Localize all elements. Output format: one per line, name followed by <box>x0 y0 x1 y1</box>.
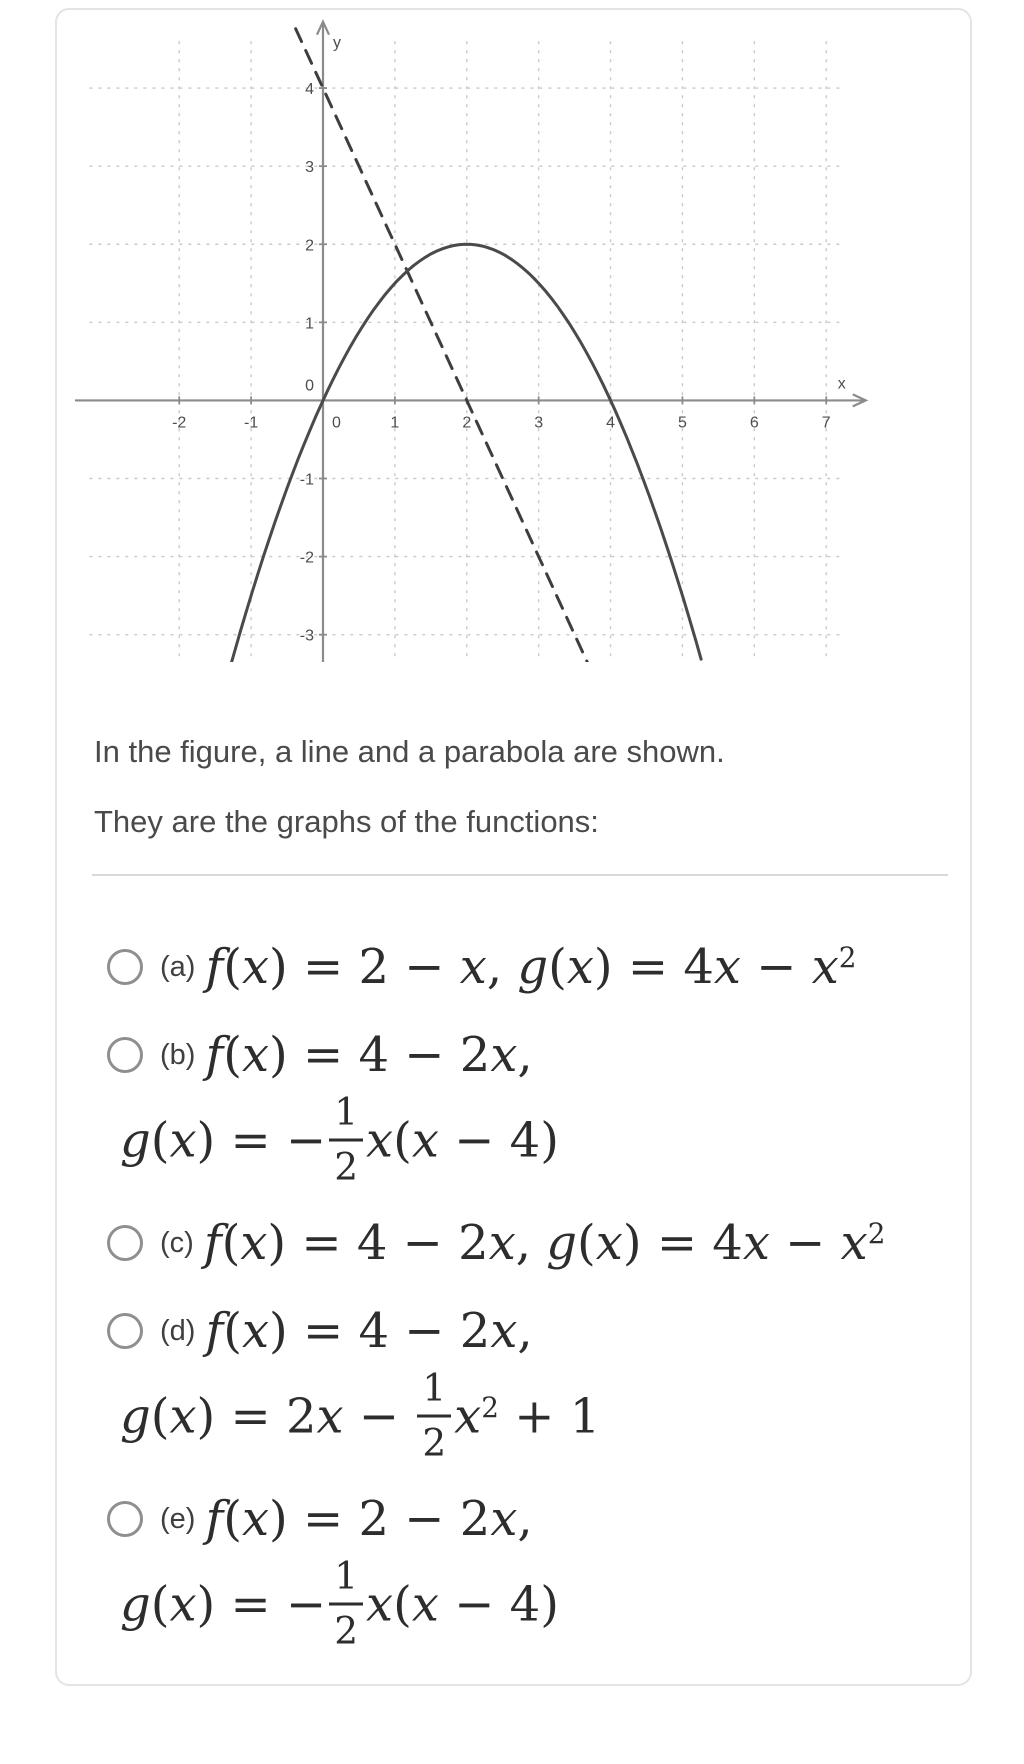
svg-text:-2: -2 <box>299 549 314 567</box>
svg-text:4: 4 <box>305 81 314 99</box>
option-formula-d-g: g(x) = 2x − $\frac{1}{2}$ $x^2 + 1$ <box>120 1365 601 1465</box>
option-formula-b-line2 <box>57 1089 970 1196</box>
svg-text:5: 5 <box>677 414 687 432</box>
option-row-a <box>57 930 970 1004</box>
option-row-b <box>57 1018 970 1092</box>
radio-option-a[interactable] <box>107 949 143 985</box>
radio-option-b[interactable] <box>107 1037 143 1073</box>
option-formula-d-line2 <box>57 1365 970 1472</box>
question-text-block <box>94 734 970 840</box>
svg-text:2: 2 <box>462 414 472 432</box>
question-line-2: They are the graphs of the functions: <box>94 804 599 839</box>
question-line-1: In the figure, a line and a parabola are shown. <box>94 734 725 769</box>
svg-text:-1: -1 <box>243 414 259 432</box>
option-label-a: (a) <box>160 950 196 983</box>
option-formula-e: f(x) = 2 − 2x, <box>205 1490 533 1547</box>
svg-text:7: 7 <box>821 414 831 432</box>
option-row-d <box>57 1294 970 1368</box>
option-label-b: (b) <box>160 1038 196 1071</box>
svg-text:4: 4 <box>606 414 616 432</box>
svg-text:-3: -3 <box>299 627 314 645</box>
option-label-e: (e) <box>160 1502 196 1535</box>
svg-text:0: 0 <box>305 377 314 395</box>
svg-text:1: 1 <box>390 414 400 432</box>
radio-option-d[interactable] <box>107 1313 143 1349</box>
option-row-c <box>57 1206 970 1280</box>
svg-text:3: 3 <box>534 414 544 432</box>
radio-option-e[interactable] <box>107 1501 143 1537</box>
question-card <box>55 8 972 1686</box>
radio-option-c[interactable] <box>107 1225 143 1261</box>
svg-text:3: 3 <box>305 159 314 177</box>
svg-text:0: 0 <box>331 414 341 432</box>
graph-figure <box>57 10 970 662</box>
function-graph <box>57 10 970 662</box>
divider <box>92 874 948 876</box>
svg-text:x: x <box>837 375 846 393</box>
option-label-d: (d) <box>160 1314 196 1347</box>
svg-text:y: y <box>332 34 341 52</box>
options-list <box>57 930 970 1660</box>
option-formula-c: f(x) = 4 − 2x, $g(x) = 4x - x^2$ <box>203 1214 886 1271</box>
option-formula-b: f(x) = 4 − 2x, <box>205 1026 533 1083</box>
option-label-c: (c) <box>160 1226 194 1259</box>
svg-text:6: 6 <box>749 414 759 432</box>
option-formula-d: f(x) = 4 − 2x, <box>205 1302 533 1359</box>
option-formula-a: f(x) = 2 − x, $g(x) = 4x - x^2$ <box>205 938 857 995</box>
svg-text:1: 1 <box>305 315 314 333</box>
svg-text:-1: -1 <box>299 471 314 489</box>
option-formula-b-g: g(x) = − $\frac{1}{2}$ x(x − 4) <box>120 1089 559 1189</box>
option-formula-e-g: g(x) = − $\frac{1}{2}$ x(x − 4) <box>120 1553 559 1653</box>
option-row-e <box>57 1482 970 1556</box>
svg-text:2: 2 <box>305 237 314 255</box>
option-formula-e-line2 <box>57 1553 970 1660</box>
svg-text:-2: -2 <box>172 414 187 432</box>
